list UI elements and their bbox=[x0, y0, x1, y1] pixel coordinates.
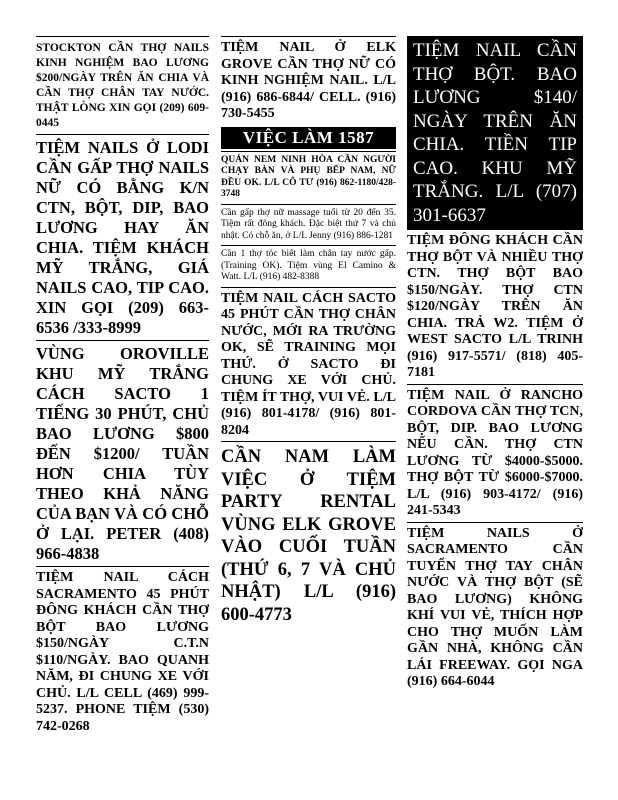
ad-west-sacto-nails: TIỆM ĐÔNG KHÁCH CẦN THỢ BỘT VÀ NHIỀU THỢ CTN. THỢ BỘT BAO $150/NGÀY. THỢ CTN $120/NGÀY TRÊN ĂN CHIA. TRẢ W2. TIỆM Ở WEST SACTO L/L TRINH (916) 917-5571/ (818) 405-7181 bbox=[407, 229, 583, 384]
ad-sacramento-45min-nails: TIỆM NAIL CÁCH SACRAMENTO 45 PHÚT ĐÔNG KHÁCH CẦN THỢ BỘT BAO LƯƠNG $150/NGÀY C.T.N $110/NGÀY. BAO QUANH NĂM, ĐI CHUNG XE VỚI CHỦ. L/L CELL (469) 999-5237. PHONE TIỆM (530) 742-0268 bbox=[36, 566, 209, 737]
section-header: VIỆC LÀM 1587 bbox=[221, 127, 396, 149]
ad-rancho-cordova-nails: TIỆM NAIL Ở RANCHO CORDOVA CẦN THỢ TCN, BỘT, DIP. BAO LƯƠNG NẾU CẦN. THỢ CTN LƯƠNG TỪ $4000-$5000. THỢ BỘT TỪ $6000-$7000. L/L (916) 903-4172/ (916) 241-5343 bbox=[407, 384, 583, 522]
ad-sacto-45min-pedicure: TIỆM NAIL CÁCH SACTO 45 PHÚT CẦN THỢ CHÂN NƯỚC, MỚI RA TRƯỜNG OK, SẼ TRAINING MỌI THỨ. Ở SACTO ĐI CHUNG XE VỚI CHỦ. TIỆM ÍT THỢ, VUI VẺ. L/L (916) 801-4178/ (916) 801-8204 bbox=[221, 287, 396, 442]
ad-stockton-nails: STOCKTON CẦN THỢ NAILS KINH NGHIỆM BAO LƯƠNG $200/NGÀY TRÊN ĂN CHIA VÀ CẦN THỢ CHÂN TAY NƯỚC. THẬT LÒNG XIN GỌI (209) 609-0445 bbox=[36, 36, 209, 134]
classifieds-column-2 bbox=[221, 36, 396, 629]
classifieds-column-1 bbox=[36, 36, 209, 737]
classifieds-column-3 bbox=[407, 36, 583, 693]
ad-oroville-nails: VÙNG OROVILLE KHU MỸ TRẮNG CÁCH SACTO 1 TIẾNG 30 PHÚT, CHỦ BAO LƯƠNG $800 ĐẾN $1200/ TUẦN HƠN CHIA TÙY THEO KHẢ NĂNG CỦA BẠN VÀ CÓ CHỖ Ở LẠI. PETER (408) 966-4838 bbox=[36, 340, 209, 566]
ad-nail-powder-highlight: TIỆM NAIL CẦN THỢ BỘT. BAO LƯƠNG $140/ NGÀY TRÊN ĂN CHIA. TIỀN TIP CAO. KHU MỸ TRẮNG. L/L (707) 301-6637 bbox=[407, 36, 583, 229]
ad-massage: Cần gấp thợ nữ massage tuổi từ 20 đến 35. Tiệm rất đông khách. Đặc biệt thứ 7 và chủ nhật. Có chỗ ăn, ở L/L Jenny (916) 886-1281 bbox=[221, 204, 396, 246]
ad-lodi-nails: TIỆM NAILS Ở LODI CẦN GẤP THỢ NAILS NỮ CÓ BẰNG K/N CTN, BỘT, DIP, BAO LƯƠNG HAY ĂN CHIA. TIỆM KHÁCH MỸ TRẮNG, GIÁ NAILS CAO, TIP CAO. XIN GỌI (209) 663-6536 /333-8999 bbox=[36, 134, 209, 340]
ad-hair-stylist: Cần 1 thợ tóc biết làm chân tay nước gấp. (Training OK). Tiệm vùng El Camino & Watt. L/L (916) 482-8388 bbox=[221, 245, 396, 287]
ad-nem-ninh-hoa: QUÁN NEM NINH HÒA CẦN NGƯỜI CHẠY BÀN VÀ PHỤ BẾP NAM, NỮ ĐỀU OK. L/L CÔ TƯ (916) 862-1180/428-3748 bbox=[221, 151, 396, 204]
ad-sacramento-nails: TIỆM NAILS Ở SACRAMENTO CẦN TUYỂN THỢ TAY CHÂN NƯỚC VÀ THỢ BỘT (SẼ BAO LƯƠNG) KHÔNG KHÍ VUI VẺ, THÍCH HỢP CHO THỢ MUỐN LÀM GẦN NHÀ, KHÔNG CẦN LÁI FREEWAY. GỌI NGA (916) 664-6044 bbox=[407, 522, 583, 693]
ad-elk-grove-nails: TIỆM NAIL Ở ELK GROVE CẦN THỢ NỮ CÓ KINH NGHIỆM NAIL. L/L (916) 686-6844/ CELL. (916) 730-5455 bbox=[221, 36, 396, 125]
ad-party-rental: CẦN NAM LÀM VIỆC Ở TIỆM PARTY RENTAL VÙNG ELK GROVE VÀO CUỐI TUẦN (THỨ 6, 7 VÀ CHỦ NHẬT) L/L (916) 600-4773 bbox=[221, 441, 396, 629]
